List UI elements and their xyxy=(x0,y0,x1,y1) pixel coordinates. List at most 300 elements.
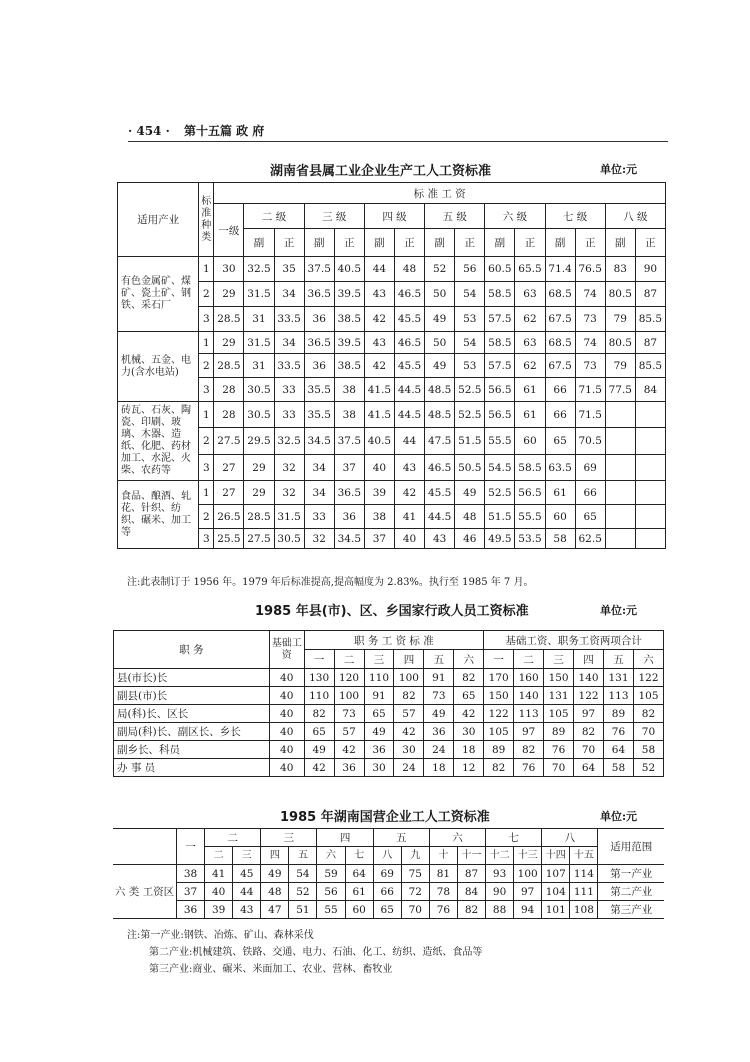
table3-notes xyxy=(127,927,482,978)
wage-cell: 64 xyxy=(604,741,634,759)
grade-header: 四 级 xyxy=(364,204,424,229)
wage-cell: 49 xyxy=(455,481,485,505)
type-cell: 1 xyxy=(199,257,214,282)
wage-cell: 28.5 xyxy=(214,307,244,332)
wage-cell: 31 xyxy=(244,307,274,332)
grade-header: 八 xyxy=(373,847,401,865)
wage-cell: 30 xyxy=(454,723,484,741)
wage-cell: 32 xyxy=(274,455,304,481)
wage-cell: 100 xyxy=(334,687,364,705)
wage-cell: 105 xyxy=(633,687,663,705)
wage-cell: 66 xyxy=(545,402,575,428)
wage-cell: 73 xyxy=(424,687,454,705)
grade-group-header: 七 xyxy=(486,829,542,847)
job-header: 职 务 xyxy=(114,631,270,669)
table1-row xyxy=(118,378,666,402)
wage-cell: 50 xyxy=(425,282,455,307)
table1-header-row xyxy=(118,183,666,204)
wage-cell: 70 xyxy=(574,741,604,759)
deputy-subheader: 副 xyxy=(244,229,274,257)
note-line-1: 注:第一产业:钢铁、冶炼、矿山、森林采伐 xyxy=(127,930,314,941)
table1-row xyxy=(118,402,666,428)
wage-cell: 31.5 xyxy=(244,332,274,354)
wage-cell: 33 xyxy=(304,505,334,529)
wage-cell: 40 xyxy=(269,687,304,705)
job-cell: 副县(市)长 xyxy=(114,687,270,705)
zone-header xyxy=(113,829,177,865)
wage-cell: 87 xyxy=(635,282,665,307)
wage-cell: 78 xyxy=(429,883,457,901)
wage-cell: 42 xyxy=(334,741,364,759)
wage-cell: 32.5 xyxy=(274,428,304,455)
wage-cell: 57.5 xyxy=(485,354,515,378)
wage-cell: 43 xyxy=(394,455,424,481)
wage-cell: 69 xyxy=(373,865,401,883)
wage-cell: 83 xyxy=(605,257,635,282)
wage-cell: 56 xyxy=(317,883,345,901)
wage-cell: 46.5 xyxy=(394,282,424,307)
wage-cell xyxy=(635,481,665,505)
grade-header: 五 级 xyxy=(425,204,485,229)
note-line-3: 第三产业:商业、碾米、米面加工、农业、营林、畜牧业 xyxy=(149,964,393,975)
wage-cell: 120 xyxy=(334,669,364,687)
wage-cell: 41 xyxy=(394,505,424,529)
wage-cell: 50.5 xyxy=(455,455,485,481)
wage-cell: 68.5 xyxy=(545,282,575,307)
wage-cell: 36.5 xyxy=(334,481,364,505)
wage-cell: 29 xyxy=(214,332,244,354)
wage-cell xyxy=(605,428,635,455)
wage-cell: 40 xyxy=(269,741,304,759)
wage-cell: 46.5 xyxy=(394,332,424,354)
official-wage-table xyxy=(113,630,664,777)
wage-cell: 31.5 xyxy=(244,282,274,307)
wage-cell: 75 xyxy=(401,865,429,883)
wage-cell: 24 xyxy=(424,741,454,759)
wage-cell: 25.5 xyxy=(214,529,244,549)
table1-row xyxy=(118,428,666,455)
wage-cell: 58.5 xyxy=(485,332,515,354)
wage-cell: 73 xyxy=(334,705,364,723)
industry-cell: 砖瓦、石灰、陶瓷、印刷、玻璃、木器、造纸、化肥、药材加工、水泥、火柴、农药等 xyxy=(118,402,199,481)
wage-cell: 76 xyxy=(514,759,544,777)
wage-cell: 43 xyxy=(425,529,455,549)
wage-cell xyxy=(605,529,635,549)
page-header xyxy=(128,122,668,139)
wage-cell: 94 xyxy=(514,901,542,919)
wage-cell xyxy=(605,455,635,481)
wage-cell: 48.5 xyxy=(425,402,455,428)
wage-cell: 65 xyxy=(575,505,605,529)
wage-cell: 60 xyxy=(545,505,575,529)
wage-cell: 84 xyxy=(457,883,485,901)
wage-cell: 45.5 xyxy=(394,354,424,378)
wage-zone-cell: 六 类 工资区 xyxy=(113,865,177,919)
wage-cell: 37.5 xyxy=(304,257,334,282)
wage-cell xyxy=(605,402,635,428)
wage-cell: 50 xyxy=(425,332,455,354)
main-subheader: 正 xyxy=(575,229,605,257)
table2-row xyxy=(114,669,664,687)
wage-cell xyxy=(635,529,665,549)
wage-cell: 33.5 xyxy=(274,307,304,332)
wage-cell: 131 xyxy=(604,669,634,687)
wage-cell: 12 xyxy=(454,759,484,777)
wage-cell: 33 xyxy=(274,378,304,402)
state-enterprise-wage-table xyxy=(113,828,664,919)
wage-cell: 52.5 xyxy=(485,481,515,505)
wage-cell: 65 xyxy=(373,901,401,919)
table1-row xyxy=(118,332,666,354)
wage-cell: 35.5 xyxy=(304,378,334,402)
wage-cell: 42 xyxy=(394,481,424,505)
wage-cell: 73 xyxy=(575,307,605,332)
grade-header: 十四 xyxy=(542,847,570,865)
wage-cell: 101 xyxy=(542,901,570,919)
wage-cell: 72 xyxy=(401,883,429,901)
wage-cell: 32.5 xyxy=(244,257,274,282)
wage-cell: 70 xyxy=(633,723,663,741)
table2-row xyxy=(114,741,664,759)
type-cell: 1 xyxy=(199,402,214,428)
wage-cell: 45 xyxy=(233,865,261,883)
wage-cell: 51.5 xyxy=(485,505,515,529)
wage-cell: 27 xyxy=(214,455,244,481)
wage-cell: 49 xyxy=(304,741,334,759)
wage-cell: 33.5 xyxy=(274,354,304,378)
wage-cell: 66 xyxy=(575,481,605,505)
wage-cell: 76 xyxy=(429,901,457,919)
wage-cell: 30 xyxy=(364,759,394,777)
grade-header: 四 xyxy=(261,847,289,865)
wage-cell: 30 xyxy=(214,257,244,282)
wage-cell: 57 xyxy=(334,723,364,741)
wage-cell: 32 xyxy=(304,529,334,549)
job-cell: 县(市长)长 xyxy=(114,669,270,687)
level-header: 五 xyxy=(604,650,634,669)
wage-cell: 113 xyxy=(514,705,544,723)
wage-cell: 36.5 xyxy=(304,282,334,307)
wage-cell: 63.5 xyxy=(545,455,575,481)
wage-cell: 89 xyxy=(544,723,574,741)
wage-cell: 71.4 xyxy=(545,257,575,282)
wage-cell: 33 xyxy=(274,402,304,428)
type-cell: 2 xyxy=(199,354,214,378)
wage-cell: 38 xyxy=(177,865,205,883)
type-cell: 2 xyxy=(199,428,214,455)
wage-cell: 56 xyxy=(455,257,485,282)
wage-cell: 38 xyxy=(364,505,394,529)
wage-cell: 82 xyxy=(457,901,485,919)
table1-row xyxy=(118,505,666,529)
table1-note: 注:此表制订于 1956 年。1979 年后标准提高,提高幅度为 2.83%。执行至 1985 年 7 月。 xyxy=(127,577,534,588)
wage-cell: 74 xyxy=(575,332,605,354)
grade-header: 十五 xyxy=(570,847,598,865)
wage-cell: 73 xyxy=(575,354,605,378)
wage-cell: 46.5 xyxy=(425,455,455,481)
wage-cell: 55 xyxy=(317,901,345,919)
level-header: 四 xyxy=(574,650,604,669)
wage-cell: 71.5 xyxy=(575,402,605,428)
wage-cell: 113 xyxy=(604,687,634,705)
wage-cell: 65 xyxy=(304,723,334,741)
wage-cell: 122 xyxy=(574,687,604,705)
wage-cell: 76.5 xyxy=(575,257,605,282)
wage-cell: 40 xyxy=(205,883,233,901)
wage-cell: 38.5 xyxy=(334,354,364,378)
table2-row xyxy=(114,759,664,777)
wage-cell: 90 xyxy=(635,257,665,282)
wage-cell: 18 xyxy=(424,759,454,777)
grade-group-header: 三 xyxy=(261,829,317,847)
industry-header: 适用产业 xyxy=(118,183,199,257)
wage-cell xyxy=(635,505,665,529)
wage-cell: 44.5 xyxy=(425,505,455,529)
wage-cell: 67.5 xyxy=(545,354,575,378)
wage-cell: 43 xyxy=(364,332,394,354)
wage-cell: 49.5 xyxy=(485,529,515,549)
wage-cell: 70 xyxy=(544,759,574,777)
wage-cell: 54 xyxy=(455,332,485,354)
wage-cell: 65 xyxy=(545,428,575,455)
wage-cell: 40 xyxy=(394,529,424,549)
wage-cell: 49 xyxy=(425,354,455,378)
wage-cell: 30.5 xyxy=(244,378,274,402)
grade-group-header: 六 xyxy=(429,829,485,847)
wage-cell: 82 xyxy=(514,741,544,759)
wage-cell: 76 xyxy=(544,741,574,759)
wage-cell: 27 xyxy=(214,481,244,505)
wage-cell: 29 xyxy=(214,282,244,307)
wage-cell: 82 xyxy=(574,723,604,741)
wage-cell: 42 xyxy=(304,759,334,777)
table3-row xyxy=(113,883,664,901)
wage-cell: 37 xyxy=(364,529,394,549)
wage-cell: 28 xyxy=(214,402,244,428)
table1-row xyxy=(118,307,666,332)
wage-cell: 27.5 xyxy=(214,428,244,455)
wage-cell: 85.5 xyxy=(635,307,665,332)
wage-cell xyxy=(635,402,665,428)
wage-cell: 48 xyxy=(261,883,289,901)
wage-cell: 52 xyxy=(425,257,455,282)
wage-cell: 44.5 xyxy=(394,378,424,402)
wage-cell: 40 xyxy=(269,759,304,777)
level-header: 三 xyxy=(364,650,394,669)
wage-cell: 29.5 xyxy=(244,428,274,455)
wage-cell: 69 xyxy=(575,455,605,481)
wage-cell: 51 xyxy=(289,901,317,919)
table3-row xyxy=(113,901,664,919)
wage-cell: 82 xyxy=(454,669,484,687)
wage-cell: 37.5 xyxy=(334,428,364,455)
wage-cell: 35.5 xyxy=(304,402,334,428)
wage-cell: 60.5 xyxy=(485,257,515,282)
wage-cell: 61 xyxy=(515,402,545,428)
wage-cell: 42 xyxy=(394,723,424,741)
grade-header: 七 级 xyxy=(545,204,605,229)
wage-cell: 36 xyxy=(364,741,394,759)
wage-cell: 42 xyxy=(364,307,394,332)
table1-row xyxy=(118,354,666,378)
base-wage-header: 基础工资 xyxy=(269,631,304,669)
wage-cell: 18 xyxy=(454,741,484,759)
wage-cell: 80.5 xyxy=(605,282,635,307)
wage-cell: 110 xyxy=(304,687,334,705)
table2-unit: 单位:元 xyxy=(600,604,638,617)
table1-row xyxy=(118,282,666,307)
grade-header: 五 xyxy=(289,847,317,865)
wage-cell: 82 xyxy=(394,687,424,705)
wage-cell: 70 xyxy=(401,901,429,919)
wage-cell: 64 xyxy=(574,759,604,777)
wage-cell: 82 xyxy=(304,705,334,723)
wage-cell: 58 xyxy=(633,741,663,759)
wage-cell: 140 xyxy=(574,669,604,687)
grade-header: 十 xyxy=(429,847,457,865)
wage-cell: 37 xyxy=(177,883,205,901)
header-rule xyxy=(128,141,668,142)
wage-cell: 97 xyxy=(574,705,604,723)
scope-cell: 第二产业 xyxy=(598,883,664,901)
wage-cell: 61 xyxy=(545,481,575,505)
wage-cell: 34.5 xyxy=(334,529,364,549)
wage-cell: 105 xyxy=(544,705,574,723)
wage-cell: 150 xyxy=(484,687,514,705)
wage-cell: 100 xyxy=(514,865,542,883)
wage-cell: 29 xyxy=(244,455,274,481)
wage-cell: 44 xyxy=(394,428,424,455)
wage-cell: 41.5 xyxy=(364,378,394,402)
type-cell: 2 xyxy=(199,282,214,307)
industry-cell: 有色金属矿、煤矿、瓷土矿、钢铁、采石厂 xyxy=(118,257,199,332)
job-cell: 副局(科)长、副区长、乡长 xyxy=(114,723,270,741)
deputy-subheader: 副 xyxy=(485,229,515,257)
duty-wage-header: 职 务 工 资 标 准 xyxy=(304,631,484,650)
type-cell: 3 xyxy=(199,529,214,549)
table2-header-row xyxy=(114,631,664,650)
type-cell: 3 xyxy=(199,307,214,332)
table2-row xyxy=(114,723,664,741)
grade-group-header: 八 xyxy=(542,829,598,847)
wage-cell: 49 xyxy=(261,865,289,883)
wage-cell: 71.5 xyxy=(575,378,605,402)
wage-cell: 74 xyxy=(575,282,605,307)
wage-cell: 65 xyxy=(454,687,484,705)
main-subheader: 正 xyxy=(635,229,665,257)
wage-cell: 29 xyxy=(244,481,274,505)
wage-cell: 47.5 xyxy=(425,428,455,455)
wage-cell: 38 xyxy=(334,378,364,402)
wage-cell: 122 xyxy=(633,669,663,687)
wage-cell: 79 xyxy=(605,354,635,378)
grade-header: 十三 xyxy=(514,847,542,865)
wage-cell: 48.5 xyxy=(425,378,455,402)
grade-header: 六 级 xyxy=(485,204,545,229)
wage-cell: 79 xyxy=(605,307,635,332)
wage-cell: 49 xyxy=(424,705,454,723)
wage-cell: 160 xyxy=(514,669,544,687)
wage-cell: 122 xyxy=(484,705,514,723)
wage-cell: 100 xyxy=(394,669,424,687)
wage-cell: 36 xyxy=(424,723,454,741)
industry-cell: 食品、酿酒、轧花、针织、纺织、碾米、加工等 xyxy=(118,481,199,549)
wage-cell: 107 xyxy=(542,865,570,883)
grade-header: 一 xyxy=(177,829,205,865)
grade-header: 二 xyxy=(205,847,233,865)
wage-cell: 62.5 xyxy=(575,529,605,549)
table2-row xyxy=(114,687,664,705)
grade-header: 一级 xyxy=(214,204,244,257)
wage-cell: 56.5 xyxy=(515,481,545,505)
wage-cell: 82 xyxy=(484,759,514,777)
wage-cell: 84 xyxy=(635,378,665,402)
wage-cell: 97 xyxy=(514,883,542,901)
wage-cell xyxy=(635,428,665,455)
wage-cell: 28.5 xyxy=(244,505,274,529)
type-cell: 2 xyxy=(199,505,214,529)
wage-cell: 41.5 xyxy=(364,402,394,428)
wage-cell: 48 xyxy=(455,505,485,529)
level-header: 六 xyxy=(454,650,484,669)
wage-cell: 77.5 xyxy=(605,378,635,402)
wage-cell: 43 xyxy=(233,901,261,919)
wage-cell: 81 xyxy=(429,865,457,883)
table3-header-row xyxy=(113,829,664,847)
wage-cell: 45.5 xyxy=(425,481,455,505)
wage-cell: 55.5 xyxy=(485,428,515,455)
wage-cell: 54 xyxy=(455,282,485,307)
grade-group-header: 五 xyxy=(373,829,429,847)
wage-cell: 130 xyxy=(304,669,334,687)
wage-cell: 28 xyxy=(214,378,244,402)
wage-cell: 111 xyxy=(570,883,598,901)
type-header: 标准种类 xyxy=(199,183,214,257)
wage-cell: 105 xyxy=(484,723,514,741)
wage-cell: 52.5 xyxy=(455,378,485,402)
main-subheader: 正 xyxy=(274,229,304,257)
scope-header: 适用范围 xyxy=(598,829,664,865)
wage-cell: 87 xyxy=(457,865,485,883)
wage-cell: 47 xyxy=(261,901,289,919)
wage-cell: 54.5 xyxy=(485,455,515,481)
level-header: 五 xyxy=(424,650,454,669)
wage-cell: 58 xyxy=(545,529,575,549)
wage-cell: 40.5 xyxy=(334,257,364,282)
wage-cell: 61 xyxy=(345,883,373,901)
wage-cell: 27.5 xyxy=(244,529,274,549)
grade-group-header: 二 xyxy=(205,829,261,847)
level-header: 二 xyxy=(334,650,364,669)
wage-cell: 51.5 xyxy=(455,428,485,455)
deputy-subheader: 副 xyxy=(304,229,334,257)
wage-cell: 34 xyxy=(274,332,304,354)
wage-cell: 63 xyxy=(515,282,545,307)
wage-cell: 80.5 xyxy=(605,332,635,354)
wage-cell: 40.5 xyxy=(364,428,394,455)
table1-row xyxy=(118,257,666,282)
scope-cell: 第一产业 xyxy=(598,865,664,883)
wage-cell: 60 xyxy=(345,901,373,919)
main-subheader: 正 xyxy=(334,229,364,257)
wage-cell: 108 xyxy=(570,901,598,919)
table3-unit: 单位:元 xyxy=(600,810,638,823)
wage-cell: 34.5 xyxy=(304,428,334,455)
wage-cell: 58.5 xyxy=(515,455,545,481)
wage-cell: 57 xyxy=(394,705,424,723)
wage-cell: 140 xyxy=(514,687,544,705)
wage-cell: 40 xyxy=(364,455,394,481)
